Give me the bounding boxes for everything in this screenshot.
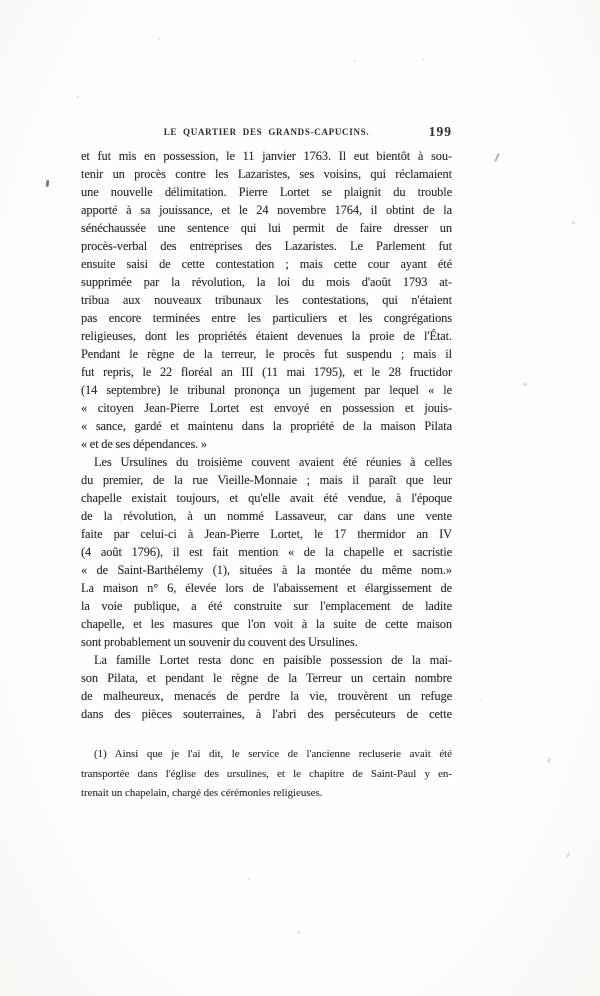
footnote-line: (1) Ainsi que je l'ai dit, le service de l'ancienne recluserie avait été <box>94 748 452 760</box>
scan-speck <box>422 58 424 60</box>
body-line: une nouvelle délimitation. Pierre Lortet se plaignit du trouble <box>81 185 452 199</box>
scan-speck <box>297 931 300 934</box>
body-line: pas encore terminées entre les particuliers et les congrégations <box>81 311 452 325</box>
running-header <box>81 124 452 140</box>
page-number: 199 <box>428 124 452 139</box>
scan-speck <box>77 96 79 98</box>
body-line: apporté à sa jouissance, et le 24 novembre 1764, il obtint de la <box>81 203 452 217</box>
body-line: religieuses, dont les propriétés étaient devenues la proie de l'État. <box>81 329 452 343</box>
scan-speck <box>204 243 206 245</box>
body-line: de malheureux, menacés de perdre la vie, trouvèrent un refuge <box>81 689 452 703</box>
body-line: du premier, de la rue Vieille-Monnaie ; mais il paraît que leur <box>81 473 452 487</box>
running-title: LE QUARTIER DES GRANDS-CAPUCINS. <box>163 127 370 137</box>
body-line: son Pilata, et pendant le règne de la Terreur un certain nombre <box>81 671 452 685</box>
scan-speck <box>494 153 499 162</box>
body-line: et fut mis en possession, le 11 janvier 1763. Il eut bientôt à sou- <box>81 149 452 163</box>
scan-speck <box>566 852 571 858</box>
body-line: dans des pièces souterraines, à l'abri des persécuteurs de cette <box>81 707 452 721</box>
body-line: procès-verbal des entreprises des Lazaristes. Le Parlement fut <box>81 239 452 253</box>
body-line: tribua aux nouveaux tribunaux les contestations, qui n'étaient <box>81 293 452 307</box>
body-line: La maison n° 6, élevée lors de l'abaissement et élargissement de <box>81 581 452 595</box>
body-line: fut repris, le 22 floréal an III (11 mai 1795), et le 28 fructidor <box>81 365 452 379</box>
scan-speck <box>523 383 527 386</box>
scan-speck <box>248 878 250 880</box>
body-line: « de Saint-Barthélemy (1), situées à la montée du même nom.» <box>81 563 452 577</box>
body-line: faite par celui-ci à Jean-Pierre Lortet, le 17 thermidor an IV <box>81 527 452 541</box>
scan-speck <box>353 60 356 62</box>
scan-speck <box>572 221 575 224</box>
scan-speck <box>120 521 122 523</box>
body-line: La famille Lortet resta donc en paisible possession de la mai- <box>94 653 452 667</box>
body-line: Les Ursulines du troisième couvent avaient été réunies à celles <box>94 455 452 469</box>
body-line: « et de ses dépendances. » <box>81 437 207 451</box>
body-line: (14 septembre) le tribunal prononça un jugement par lequel « le <box>81 383 452 397</box>
body-line: « sance, gardé et maintenu dans la propriété de la maison Pilata <box>81 419 452 433</box>
body-line: chapelle existait toujours, et qu'elle avait été vendue, à l'époque <box>81 491 452 505</box>
footnote <box>81 745 452 804</box>
body-line: ensuite saisi de cette contestation ; mais cette cour ayant été <box>81 257 452 271</box>
body-line: sont probablement un souvenir du couvent des Ursulines. <box>81 635 358 649</box>
body-line: « citoyen Jean-Pierre Lortet est envoyé en possession et jouis- <box>81 401 452 415</box>
scan-speck <box>158 38 160 40</box>
body-line: sénéchaussée une sentence qui lui permit de faire dresser un <box>81 221 452 235</box>
body-line: de la révolution, à un nommé Lassaveur, car dans une vente <box>81 509 452 523</box>
scan-speck <box>46 180 50 187</box>
body-line: tenir un procès contre les Lazaristes, ses voisins, qui réclamaient <box>81 167 452 181</box>
body-line: chapelle, et les masures que l'on voit à la suite de cette maison <box>81 617 452 631</box>
body-line: (4 août 1796), il est fait mention « de la chapelle et sacristie <box>81 545 452 559</box>
scan-speck <box>547 758 550 763</box>
body-line: la voie publique, a été construite sur l'emplacement de ladite <box>81 599 452 613</box>
footnote-line: transportée dans l'église des ursulines, et le chapitre de Saint-Paul y en- <box>81 767 452 780</box>
body-line: Pendant le règne de la terreur, le procès fut suspendu ; mais il <box>81 347 452 361</box>
footnote-line: trenait un chapelain, chargé des cérémonies religieuses. <box>81 787 323 799</box>
scan-speck <box>481 700 483 702</box>
body-line: supprimée par la révolution, la loi du mois d'août 1793 at- <box>81 275 452 289</box>
body-text <box>81 147 452 723</box>
